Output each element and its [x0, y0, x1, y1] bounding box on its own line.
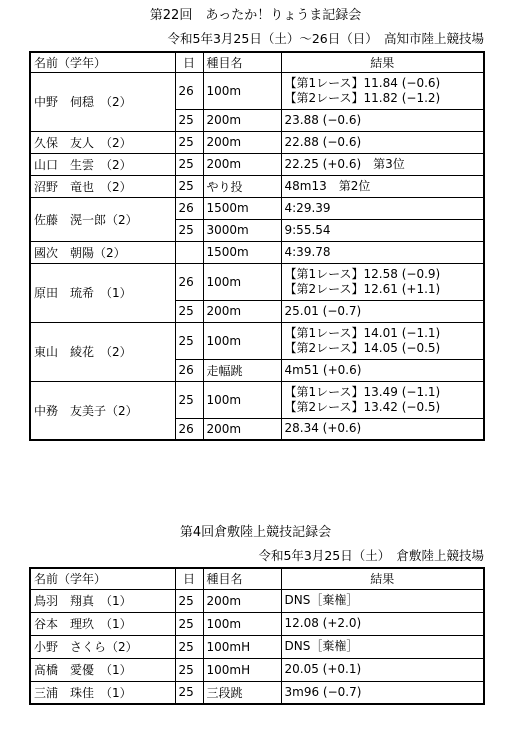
result-line: 23.88 (−0.6): [284, 112, 362, 127]
competition-day: 26: [175, 418, 203, 440]
competition-day: [175, 241, 203, 263]
event-name: 200m: [203, 109, 281, 131]
result-cell: [281, 72, 484, 109]
athlete-name: 國次 朝陽（2）: [30, 241, 175, 263]
result-line: 【第1レース】12.58 (−0.9): [284, 266, 441, 281]
competition-day: 25: [175, 219, 203, 241]
result-line: 48m13 第2位: [284, 178, 371, 193]
event-name: 100m: [203, 381, 281, 418]
table-row: [30, 612, 484, 635]
header-result: 結果: [281, 52, 484, 72]
result-cell: [281, 197, 484, 219]
event-name: 100m: [203, 72, 281, 109]
result-cell: [281, 263, 484, 300]
meet1-table-body: [30, 72, 484, 440]
athlete-name: 沼野 竜也 （2）: [30, 175, 175, 197]
result-line: 【第2レース】13.42 (−0.5): [284, 399, 441, 414]
result-cell: [281, 612, 484, 635]
athlete-name: 髙橋 愛優 （1）: [30, 658, 175, 681]
table-row: [30, 263, 484, 300]
event-name: 1500m: [203, 241, 281, 263]
table-row: [30, 241, 484, 263]
meet2-table-body: [30, 589, 484, 704]
table-row: [30, 153, 484, 175]
athlete-name: 小野 さくら（2）: [30, 635, 175, 658]
competition-day: 26: [175, 197, 203, 219]
athlete-name: 中務 友美子（2）: [30, 381, 175, 440]
result-cell: [281, 658, 484, 681]
competition-day: 25: [175, 635, 203, 658]
athlete-name: 谷本 理玖 （1）: [30, 612, 175, 635]
result-line: 12.08 (+2.0): [284, 616, 362, 630]
competition-day: 26: [175, 359, 203, 381]
event-name: 100m: [203, 263, 281, 300]
competition-day: 25: [175, 153, 203, 175]
event-name: 100m: [203, 612, 281, 635]
meet1-subtitle: 令和5年3月25日（土）～26日（日） 高知市陸上競技場: [167, 31, 484, 46]
result-line: 【第1レース】11.84 (−0.6): [284, 75, 441, 90]
event-name: 200m: [203, 300, 281, 322]
athlete-name: 山口 生雲 （2）: [30, 153, 175, 175]
result-cell: [281, 175, 484, 197]
event-name: 100m: [203, 322, 281, 359]
competition-day: 25: [175, 589, 203, 612]
table-row: [30, 658, 484, 681]
table-row: [30, 175, 484, 197]
competition-day: 25: [175, 175, 203, 197]
table-row: [30, 381, 484, 418]
result-line: 25.01 (−0.7): [284, 303, 362, 318]
competition-day: 26: [175, 72, 203, 109]
competition-day: 25: [175, 131, 203, 153]
competition-day: 25: [175, 109, 203, 131]
athlete-name: 原田 琉希 （1）: [30, 263, 175, 322]
result-line: 22.25 (+0.6) 第3位: [284, 156, 405, 171]
result-line: 3m96 (−0.7): [284, 684, 362, 699]
result-line: 4m51 (+0.6): [284, 362, 362, 377]
result-cell: [281, 635, 484, 658]
table-row: [30, 322, 484, 359]
event-name: 走幅跳: [203, 359, 281, 381]
athlete-name: 中野 伺穏 （2）: [30, 72, 175, 131]
result-line: 4:39.78: [284, 244, 331, 259]
header-event: 種目名: [203, 52, 281, 72]
result-line: 28.34 (+0.6): [284, 421, 362, 436]
competition-day: 25: [175, 658, 203, 681]
meet2-subtitle: 令和5年3月25日（土） 倉敷陸上競技場: [258, 548, 484, 563]
header-name: 名前（学年）: [30, 568, 175, 589]
event-name: 200m: [203, 418, 281, 440]
event-name: 100mH: [203, 635, 281, 658]
result-cell: [281, 589, 484, 612]
result-line: 20.05 (+0.1): [284, 662, 362, 676]
result-line: 【第2レース】11.82 (−1.2): [284, 90, 441, 105]
result-cell: [281, 381, 484, 418]
table-row: [30, 635, 484, 658]
athlete-name: 東山 綾花 （2）: [30, 322, 175, 381]
result-line: DNS［棄権］: [284, 639, 359, 653]
event-name: 200m: [203, 153, 281, 175]
header-event: 種目名: [203, 568, 281, 589]
event-name: 200m: [203, 131, 281, 153]
event-name: 100mH: [203, 658, 281, 681]
table-row: [30, 72, 484, 109]
meet2-title: 第4回倉敷陸上競技記録会: [179, 525, 332, 540]
result-cell: [281, 322, 484, 359]
result-cell: [281, 109, 484, 131]
table-row: [30, 197, 484, 219]
header-day: 日: [175, 52, 203, 72]
result-cell: [281, 681, 484, 704]
result-line: DNS［棄権］: [284, 593, 359, 607]
competition-day: 26: [175, 263, 203, 300]
result-line: 9:55.54: [284, 222, 331, 237]
meet1-results-table: [29, 51, 485, 441]
table-row: [30, 589, 484, 612]
result-cell: [281, 241, 484, 263]
athlete-name: 鳥羽 翔真 （1）: [30, 589, 175, 612]
competition-day: 25: [175, 612, 203, 635]
result-cell: [281, 131, 484, 153]
result-line: 4:29.39: [284, 200, 331, 215]
competition-day: 25: [175, 322, 203, 359]
header-result: 結果: [281, 568, 484, 589]
result-line: 【第2レース】12.61 (+1.1): [284, 281, 441, 296]
result-line: 22.88 (−0.6): [284, 134, 362, 149]
result-cell: [281, 219, 484, 241]
result-line: 【第2レース】14.05 (−0.5): [284, 340, 441, 355]
result-cell: [281, 300, 484, 322]
competition-day: 25: [175, 381, 203, 418]
meet1-title: 第22回 あったか！りょうま記録会: [149, 8, 362, 23]
event-name: 1500m: [203, 197, 281, 219]
athlete-name: 久保 友人 （2）: [30, 131, 175, 153]
header-day: 日: [175, 568, 203, 589]
meet2-results-table: [29, 567, 485, 705]
event-name: 200m: [203, 589, 281, 612]
result-cell: [281, 418, 484, 440]
athlete-name: 佐藤 滉一郎（2）: [30, 197, 175, 241]
table-row: [30, 681, 484, 704]
competition-day: 25: [175, 681, 203, 704]
event-name: 3000m: [203, 219, 281, 241]
event-name: 三段跳: [203, 681, 281, 704]
header-name: 名前（学年）: [30, 52, 175, 72]
result-line: 【第1レース】14.01 (−1.1): [284, 325, 441, 340]
table-row: [30, 131, 484, 153]
athlete-name: 三浦 珠佳 （1）: [30, 681, 175, 704]
result-cell: [281, 153, 484, 175]
result-cell: [281, 359, 484, 381]
event-name: やり投: [203, 175, 281, 197]
competition-day: 25: [175, 300, 203, 322]
result-line: 【第1レース】13.49 (−1.1): [284, 384, 441, 399]
